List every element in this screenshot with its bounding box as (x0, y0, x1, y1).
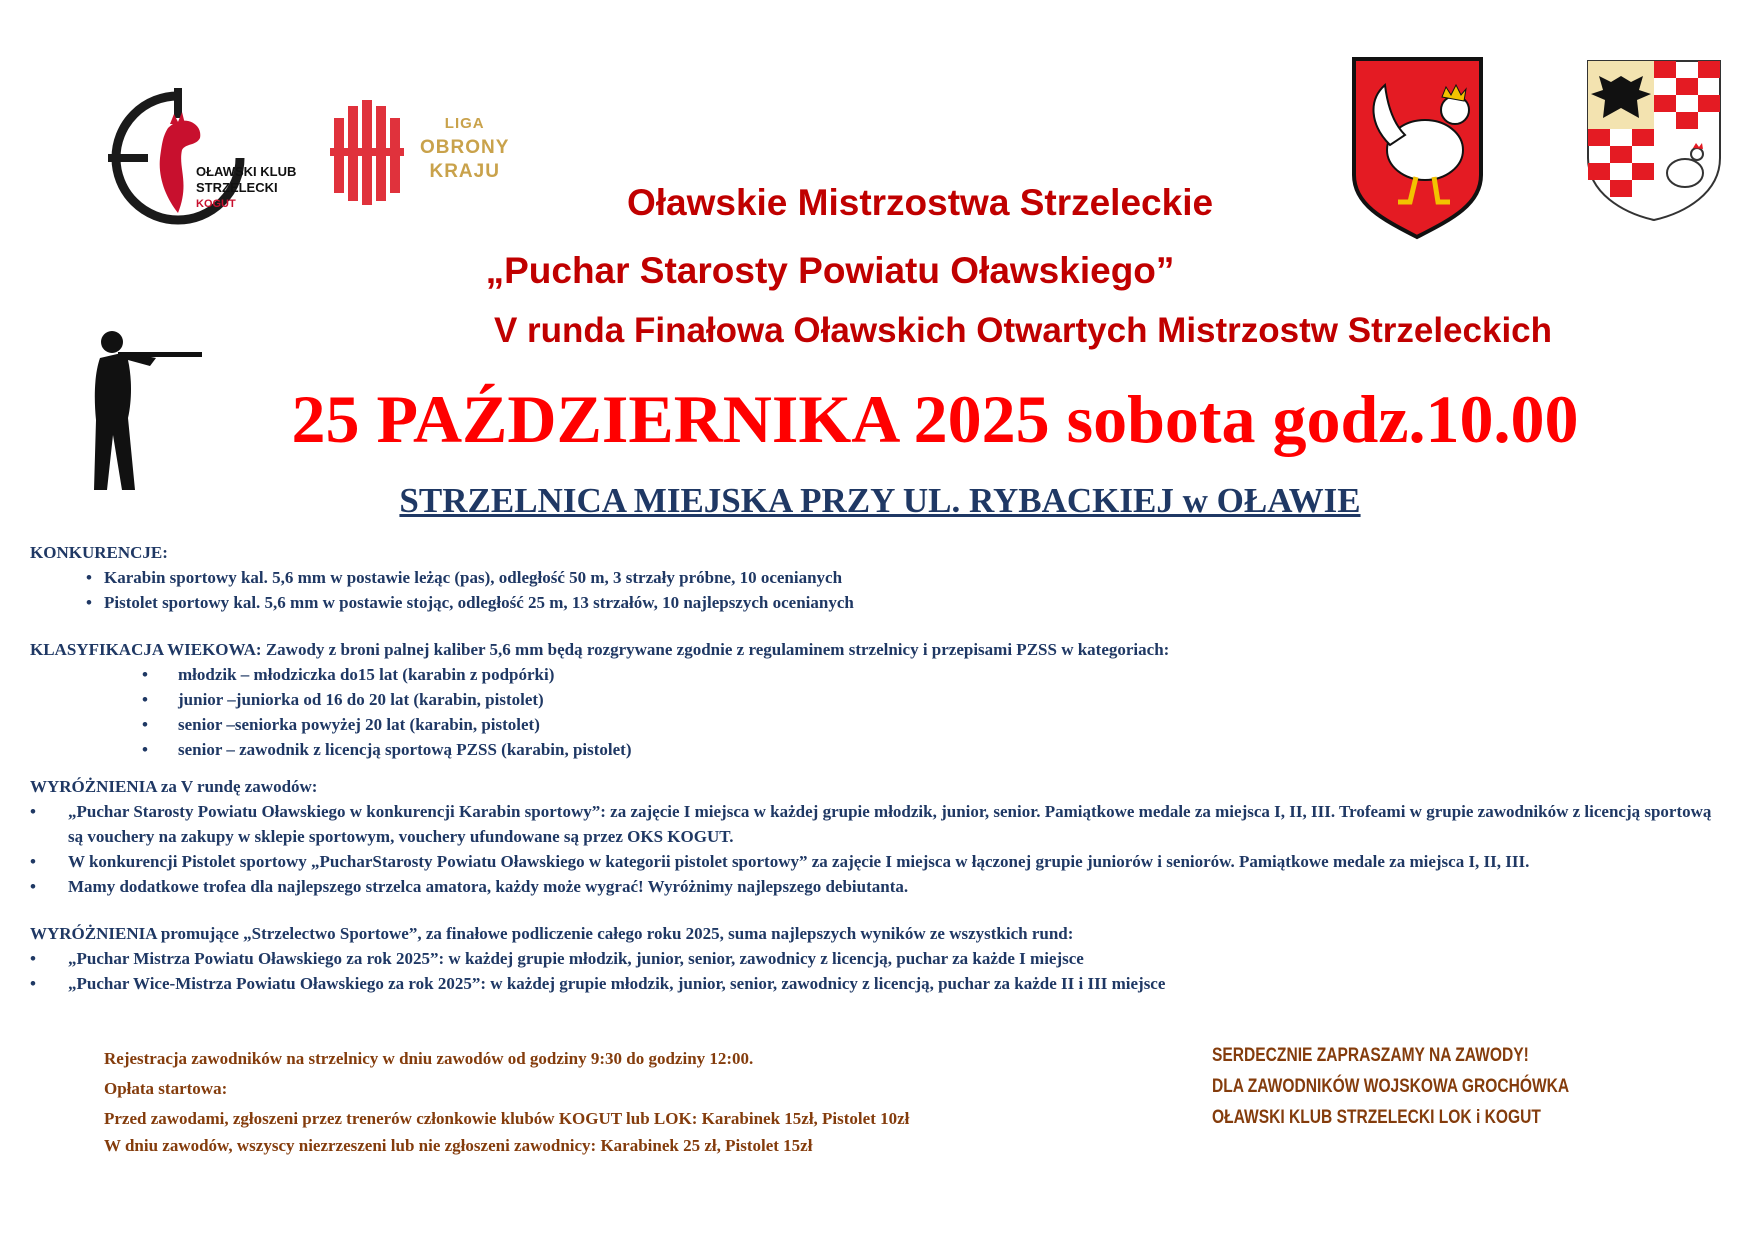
fee-heading: Opłata startowa: (104, 1079, 228, 1098)
wyroznienia-heading: WYRÓŻNIENIA za V rundę zawodów: (30, 777, 318, 796)
list-item: • młodzik – młodziczka do15 lat (karabin z podpórki) (30, 662, 1720, 687)
rifle-shooter-icon (80, 330, 205, 490)
wyroznienia-list (30, 799, 1720, 899)
fee-nonmembers: W dniu zawodów, wszyscy niezrzeszeni lub nie zgłoszeni zawodnicy: Karabinek 25 zł, Pistolet 15zł (104, 1136, 813, 1155)
title-cup: „Puchar Starosty Powiatu Oławskiego” (485, 250, 1175, 291)
list-item: • „Puchar Wice-Mistrza Powiatu Oławskiego za rok 2025”: w każdej grupie młodzik, junior, senior, zawodnicy z licencją, puchar za każde II i III miejsce (30, 971, 1720, 996)
list-item: • W konkurencji Pistolet sportowy „PucharStarosty Powiatu Oławskiego w kategorii pistolet sportowy” za zajęcie I miejsca w łączonej grupie juniorów i seniorów. Pamiątkowe medale za miejsca I, II, III. (30, 849, 1720, 874)
konkurencje-list (30, 565, 1720, 615)
list-item: • senior – zawodnik z licencją sportową PZSS (karabin, pistolet) (30, 737, 1720, 762)
lok-line2: OBRONY (420, 137, 510, 158)
registration-hours: Rejestracja zawodników na strzelnicy w dniu zawodów od godziny 9:30 do godziny 12:00. (104, 1049, 754, 1068)
club-name-line3: KOGUT (196, 198, 236, 210)
club-logo-text (196, 164, 296, 212)
event-date: 25 PAŹDZIERNIKA 2025 sobota godz.10.00 (291, 381, 1579, 457)
wyroznienia-roczne-heading: WYRÓŻNIENIA promujące „Strzelectwo Sportowe”, za finałowe podliczenie całego roku 2025, suma najlepszych wyników ze wszystkich rund: (30, 924, 1074, 943)
invite-line2: DLA ZAWODNIKÓW WOJSKOWA GROCHÓWKA (1212, 1076, 1570, 1097)
event-location: STRZELNICA MIEJSKA PRZY UL. RYBACKIEJ w OŁAWIE (399, 481, 1361, 520)
klasyfikacja-list (30, 662, 1720, 762)
rules-body (30, 540, 1720, 996)
list-item: • Pistolet sportowy kal. 5,6 mm w postawie stojąc, odległość 25 m, 13 strzałów, 10 najlepszych ocenianych (30, 590, 1720, 615)
list-item: • Mamy dodatkowe trofea dla najlepszego strzelca amatora, każdy może wygrać! Wyróżnimy najlepszego debiutanta. (30, 874, 1720, 899)
eagle-checkered-coat-of-arms-icon (1585, 58, 1723, 223)
fee-members: Przed zawodami, zgłoszeni przez trenerów członkowie klubów KOGUT lub LOK: Karabinek 15zł, Pistolet 10zł (104, 1109, 910, 1128)
list-item: • junior –juniorka od 16 do 20 lat (karabin, pistolet) (30, 687, 1720, 712)
klasyfikacja-heading: KLASYFIKACJA WIEKOWA: Zawody z broni palnej kaliber 5,6 mm będą rozgrywane zgodnie z regulaminem strzelnicy i przepisami PZSS w kategoriach: (30, 640, 1170, 659)
konkurencje-heading: KONKURENCJE: (30, 543, 168, 562)
list-item: • Karabin sportowy kal. 5,6 mm w postawie leżąc (pas), odległość 50 m, 3 strzały próbne, 10 ocenianych (30, 565, 1720, 590)
wyroznienia-roczne-list (30, 946, 1720, 996)
invitation (1212, 1040, 1638, 1133)
invite-line3: OŁAWSKI KLUB STRZELECKI LOK i KOGUT (1212, 1107, 1541, 1128)
rooster-coat-of-arms-icon (1350, 55, 1485, 240)
list-item: • senior –seniorka powyżej 20 lat (karabin, pistolet) (30, 712, 1720, 737)
club-name-line2: STRZELECKI (196, 180, 278, 195)
lok-logo-text (420, 112, 509, 184)
invite-line1: SERDECZNIE ZAPRASZAMY NA ZAWODY! (1212, 1045, 1529, 1066)
club-name-line1: OŁAWSKI KLUB (196, 164, 297, 179)
registration-info (104, 1044, 1154, 1158)
lok-line3: KRAJU (429, 161, 500, 182)
list-item: • „Puchar Starosty Powiatu Oławskiego w konkurencji Karabin sportowy”: za zajęcie I miejsca w każdej grupie młodzik, junior, senior. Pamiątkowe medale za miejsca I, II, III. Trofeami w grupie zawodników z licencją sportową są vouchery na zakupy w sklepie sportowym, vouchery ufundowane są przez OKS KOGUT. (30, 799, 1720, 849)
title-championship: Oławskie Mistrzostwa Strzeleckie (626, 182, 1214, 223)
title-final-round: V runda Finałowa Oławskich Otwartych Mistrzostw Strzeleckich (493, 311, 1553, 350)
lok-line1: LIGA (444, 115, 485, 132)
list-item: • „Puchar Mistrza Powiatu Oławskiego za rok 2025”: w każdej grupie młodzik, junior, senior, zawodnicy z licencją, puchar za każde I miejsce (30, 946, 1720, 971)
